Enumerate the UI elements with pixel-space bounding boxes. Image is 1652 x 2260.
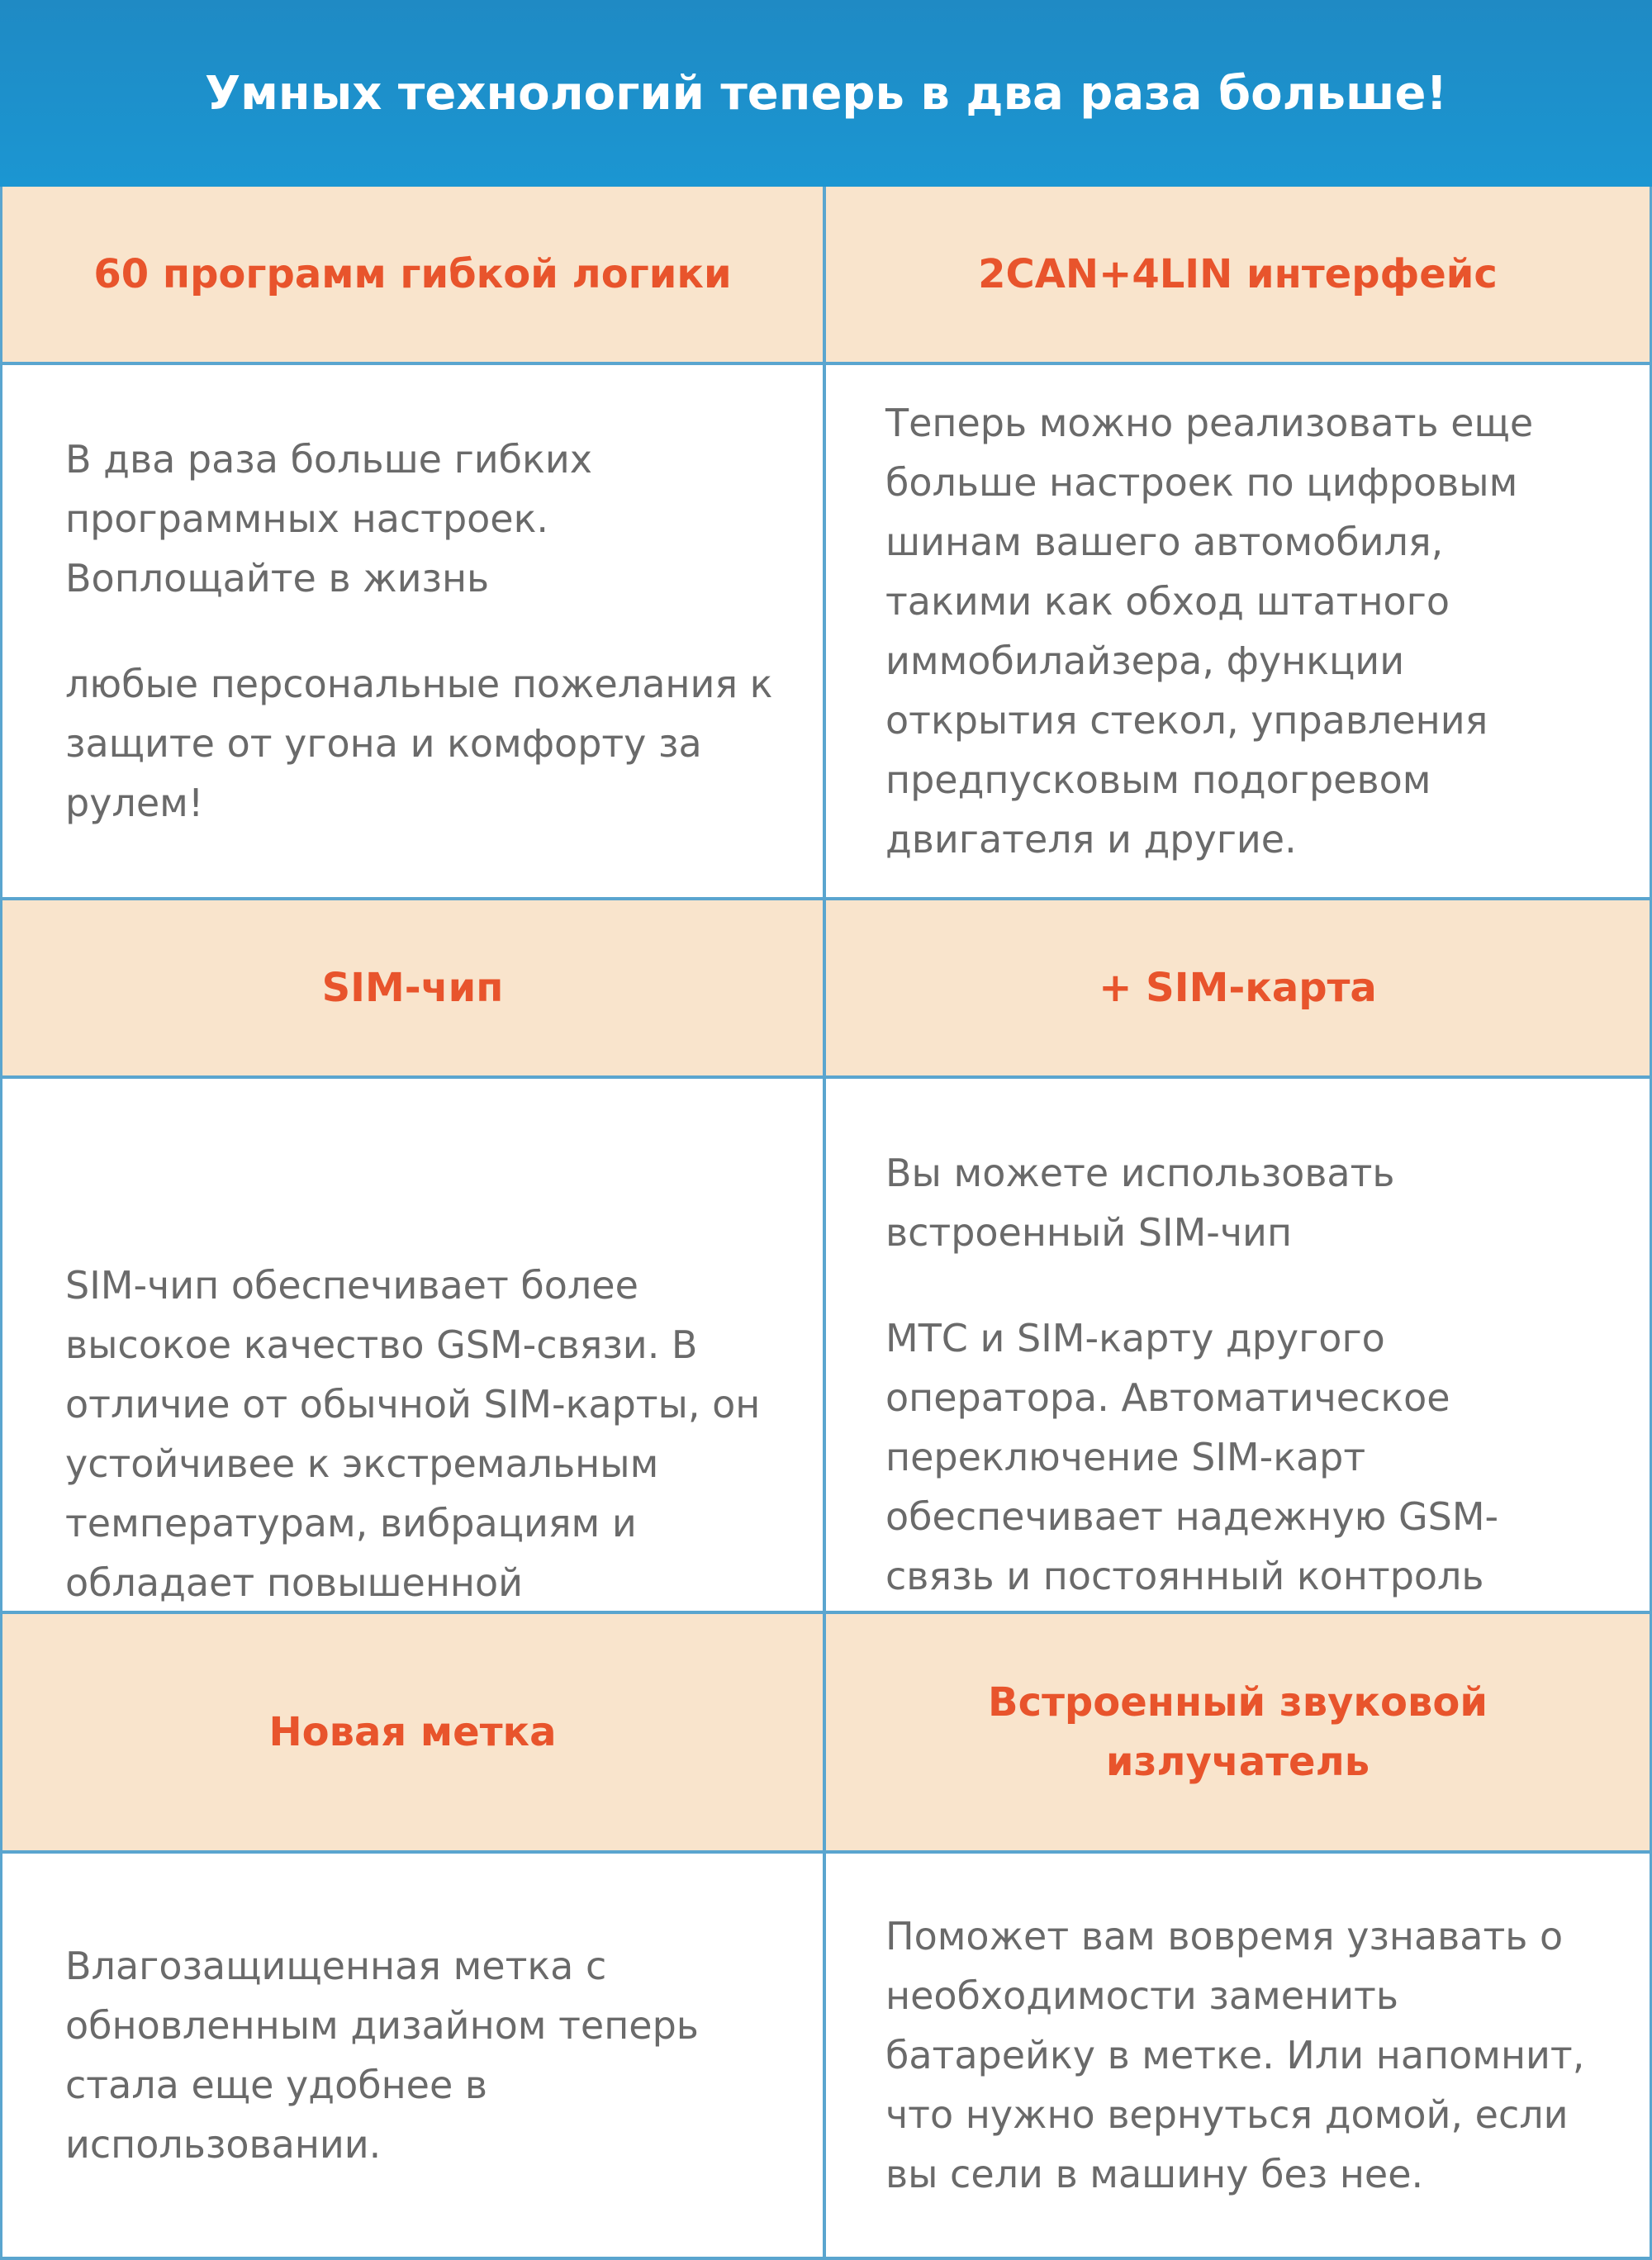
feature-desc-cell-buzzer — [826, 1854, 1652, 2260]
feature-desc-cell-logic — [0, 365, 826, 900]
feature-desc-sim-card-p2: МТС и SIM-карту другого оператора. Автоматическое переключение SIM-карт обеспечивает надежную GSM-связь и постоянный контроль — [885, 1316, 1499, 1598]
feature-title-cell-sim-card — [826, 900, 1652, 1079]
feature-desc-cell-new-tag — [0, 1854, 826, 2260]
feature-title-sim-chip: SIM-чип — [321, 965, 504, 1011]
feature-desc-sim-chip-p1: SIM-чип обеспечивает более высокое качество GSM-связи. В отличие от обычной SIM-карты, он устойчивее к экстремальным температурам, вибрациям и обладает повышенной — [65, 1263, 761, 1605]
feature-title-new-tag: Новая метка — [268, 1709, 557, 1755]
feature-desc-cell-sim-card — [826, 1079, 1652, 1614]
feature-title-logic: 60 программ гибкой логики — [93, 251, 732, 297]
feature-title-buzzer: Встроенный звуковой излучатель — [988, 1679, 1488, 1785]
feature-title-cell-new-tag — [0, 1614, 826, 1854]
feature-desc-interface-p1: Теперь можно реализовать еще больше настроек по цифровым шинам вашего автомобиля, такими как обход штатного иммобилайзера, функции открытия стекол, управления предпусковым подогревом двигателя и другие. — [885, 401, 1534, 862]
feature-title-sim-card: + SIM-карта — [1099, 965, 1377, 1011]
feature-title-cell-logic — [0, 187, 826, 365]
feature-desc-new-tag-p1: Влагозащищенная метка с обновленным дизайном теперь стала еще удобнее в использовании. — [65, 1944, 699, 2167]
feature-desc-cell-sim-chip — [0, 1079, 826, 1614]
feature-title-cell-buzzer — [826, 1614, 1652, 1854]
feature-desc-sim-card-p1: Вы можете использовать встроенный SIM-чип — [885, 1151, 1395, 1255]
features-grid — [0, 187, 1652, 2260]
page-title: Умных технологий теперь в два раза больше! — [204, 66, 1447, 121]
feature-title-cell-interface — [826, 187, 1652, 365]
feature-title-interface: 2CAN+4LIN интерфейс — [978, 251, 1498, 297]
feature-title-cell-sim-chip — [0, 900, 826, 1079]
title-banner — [0, 0, 1652, 187]
feature-desc-logic-p2: любые персональные пожелания к защите от угона и комфорту за рулем! — [65, 662, 773, 825]
feature-desc-buzzer-p1: Поможет вам вовремя узнавать о необходимости заменить батарейку в метке. Или напомнит, что нужно вернуться домой, если вы сели в машину без нее. — [885, 1914, 1585, 2196]
feature-desc-cell-interface — [826, 365, 1652, 900]
feature-desc-logic-p1: В два раза больше гибких программных настроек. Воплощайте в жизнь — [65, 437, 592, 601]
